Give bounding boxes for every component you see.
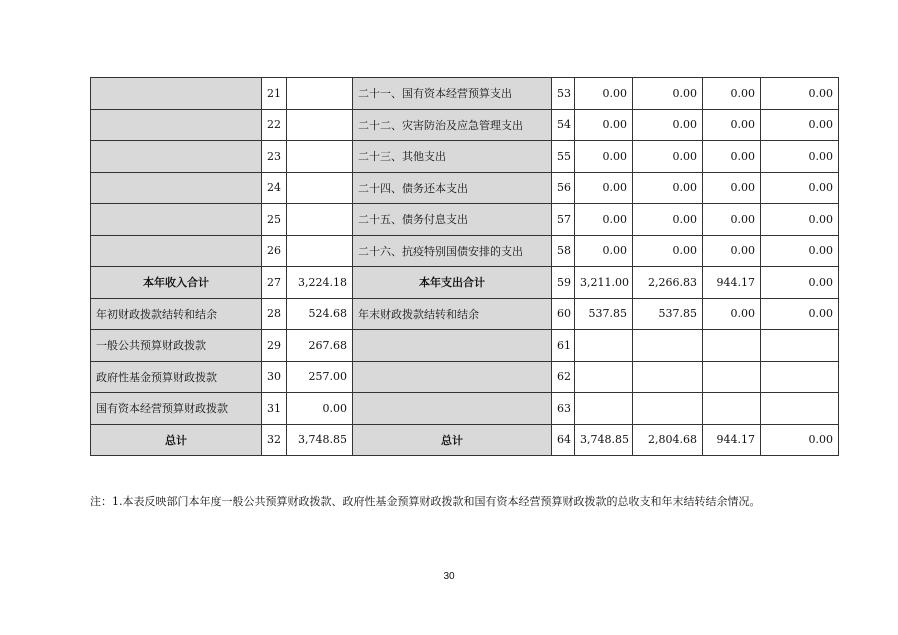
expense-fund-budget: 0.00 xyxy=(703,109,761,141)
income-item: 年初财政拨款结转和结余 xyxy=(91,298,262,330)
income-amount: 3,748.85 xyxy=(287,424,353,456)
expense-line-no: 59 xyxy=(552,267,575,299)
expense-item: 二十六、抗疫特别国债安排的支出 xyxy=(353,235,552,267)
table-row xyxy=(91,424,839,456)
expense-fund-budget xyxy=(703,361,761,393)
expense-total: 0.00 xyxy=(575,204,633,236)
expense-general-budget: 2,266.83 xyxy=(633,267,703,299)
income-item xyxy=(91,141,262,173)
expense-general-budget: 0.00 xyxy=(633,204,703,236)
expense-capital-budget: 0.00 xyxy=(761,109,839,141)
income-line-no: 28 xyxy=(262,298,287,330)
expense-subtotal-label: 本年支出合计 xyxy=(353,267,552,299)
table-row xyxy=(91,172,839,204)
table-row xyxy=(91,330,839,362)
table-row xyxy=(91,267,839,299)
expense-general-budget: 0.00 xyxy=(633,235,703,267)
expense-total: 0.00 xyxy=(575,141,633,173)
expense-capital-budget xyxy=(761,361,839,393)
expense-fund-budget: 0.00 xyxy=(703,141,761,173)
income-line-no: 22 xyxy=(262,109,287,141)
income-line-no: 29 xyxy=(262,330,287,362)
expense-item: 年末财政拨款结转和结余 xyxy=(353,298,552,330)
expense-general-budget: 0.00 xyxy=(633,109,703,141)
expense-item: 二十二、灾害防治及应急管理支出 xyxy=(353,109,552,141)
expense-fund-budget: 0.00 xyxy=(703,172,761,204)
expense-item xyxy=(353,393,552,425)
table-row xyxy=(91,204,839,236)
expense-fund-budget: 0.00 xyxy=(703,235,761,267)
expense-item: 二十五、债务付息支出 xyxy=(353,204,552,236)
expense-general-budget xyxy=(633,361,703,393)
expense-capital-budget: 0.00 xyxy=(761,172,839,204)
income-item: 政府性基金预算财政拨款 xyxy=(91,361,262,393)
expense-fund-budget: 0.00 xyxy=(703,298,761,330)
expense-line-no: 57 xyxy=(552,204,575,236)
page-number: 30 xyxy=(443,571,455,582)
expense-fund-budget: 0.00 xyxy=(703,78,761,110)
expense-capital-budget: 0.00 xyxy=(761,204,839,236)
expense-line-no: 54 xyxy=(552,109,575,141)
expense-capital-budget: 0.00 xyxy=(761,78,839,110)
income-item xyxy=(91,235,262,267)
income-amount xyxy=(287,235,353,267)
expense-total: 537.85 xyxy=(575,298,633,330)
expense-general-budget: 2,804.68 xyxy=(633,424,703,456)
income-item: 一般公共预算财政拨款 xyxy=(91,330,262,362)
expense-general-budget: 537.85 xyxy=(633,298,703,330)
expense-general-budget xyxy=(633,330,703,362)
expense-item: 二十一、国有资本经营预算支出 xyxy=(353,78,552,110)
expense-total: 3,211.00 xyxy=(575,267,633,299)
expense-total: 0.00 xyxy=(575,109,633,141)
expense-item xyxy=(353,361,552,393)
income-line-no: 25 xyxy=(262,204,287,236)
expense-capital-budget: 0.00 xyxy=(761,298,839,330)
income-amount: 257.00 xyxy=(287,361,353,393)
income-line-no: 27 xyxy=(262,267,287,299)
income-amount: 0.00 xyxy=(287,393,353,425)
table-row xyxy=(91,78,839,110)
expense-general-budget xyxy=(633,393,703,425)
table-row xyxy=(91,141,839,173)
expense-item xyxy=(353,330,552,362)
income-line-no: 24 xyxy=(262,172,287,204)
expense-line-no: 61 xyxy=(552,330,575,362)
expense-line-no: 62 xyxy=(552,361,575,393)
expense-capital-budget: 0.00 xyxy=(761,235,839,267)
expense-line-no: 55 xyxy=(552,141,575,173)
income-amount: 524.68 xyxy=(287,298,353,330)
expense-line-no: 63 xyxy=(552,393,575,425)
table-row xyxy=(91,393,839,425)
expense-fund-budget xyxy=(703,330,761,362)
expense-line-no: 60 xyxy=(552,298,575,330)
expense-total: 3,748.85 xyxy=(575,424,633,456)
income-amount xyxy=(287,78,353,110)
income-subtotal-label: 本年收入合计 xyxy=(91,267,262,299)
expense-item: 二十四、债务还本支出 xyxy=(353,172,552,204)
income-line-no: 32 xyxy=(262,424,287,456)
expense-capital-budget xyxy=(761,330,839,362)
expense-line-no: 53 xyxy=(552,78,575,110)
expense-general-budget: 0.00 xyxy=(633,141,703,173)
expense-total: 0.00 xyxy=(575,78,633,110)
expense-grand-total-label: 总计 xyxy=(353,424,552,456)
table-footnote: 注：1.本表反映部门本年度一般公共预算财政拨款、政府性基金预算财政拨款和国有资本经营预算财政拨款的总收支和年末结转结余情况。 xyxy=(90,495,761,508)
expense-total xyxy=(575,393,633,425)
income-line-no: 31 xyxy=(262,393,287,425)
table-row xyxy=(91,361,839,393)
expense-capital-budget xyxy=(761,393,839,425)
table-row xyxy=(91,298,839,330)
income-line-no: 21 xyxy=(262,78,287,110)
expense-capital-budget: 0.00 xyxy=(761,141,839,173)
expense-total: 0.00 xyxy=(575,172,633,204)
income-amount xyxy=(287,141,353,173)
income-line-no: 26 xyxy=(262,235,287,267)
income-line-no: 23 xyxy=(262,141,287,173)
expense-general-budget: 0.00 xyxy=(633,78,703,110)
income-item xyxy=(91,172,262,204)
income-amount xyxy=(287,204,353,236)
expense-total: 0.00 xyxy=(575,235,633,267)
expense-general-budget: 0.00 xyxy=(633,172,703,204)
income-item: 国有资本经营预算财政拨款 xyxy=(91,393,262,425)
expense-fund-budget: 0.00 xyxy=(703,204,761,236)
expense-total xyxy=(575,361,633,393)
expense-fund-budget: 944.17 xyxy=(703,267,761,299)
income-amount xyxy=(287,172,353,204)
expense-total xyxy=(575,330,633,362)
income-item xyxy=(91,204,262,236)
income-amount xyxy=(287,109,353,141)
expense-capital-budget: 0.00 xyxy=(761,424,839,456)
expense-line-no: 58 xyxy=(552,235,575,267)
expense-fund-budget xyxy=(703,393,761,425)
expense-line-no: 56 xyxy=(552,172,575,204)
income-item xyxy=(91,109,262,141)
income-item xyxy=(91,78,262,110)
expense-capital-budget: 0.00 xyxy=(761,267,839,299)
expense-item: 二十三、其他支出 xyxy=(353,141,552,173)
income-amount: 3,224.18 xyxy=(287,267,353,299)
expense-line-no: 64 xyxy=(552,424,575,456)
expense-fund-budget: 944.17 xyxy=(703,424,761,456)
fiscal-appropriation-table xyxy=(90,77,839,456)
income-line-no: 30 xyxy=(262,361,287,393)
table-row xyxy=(91,235,839,267)
income-grand-total-label: 总计 xyxy=(91,424,262,456)
table-row xyxy=(91,109,839,141)
income-amount: 267.68 xyxy=(287,330,353,362)
